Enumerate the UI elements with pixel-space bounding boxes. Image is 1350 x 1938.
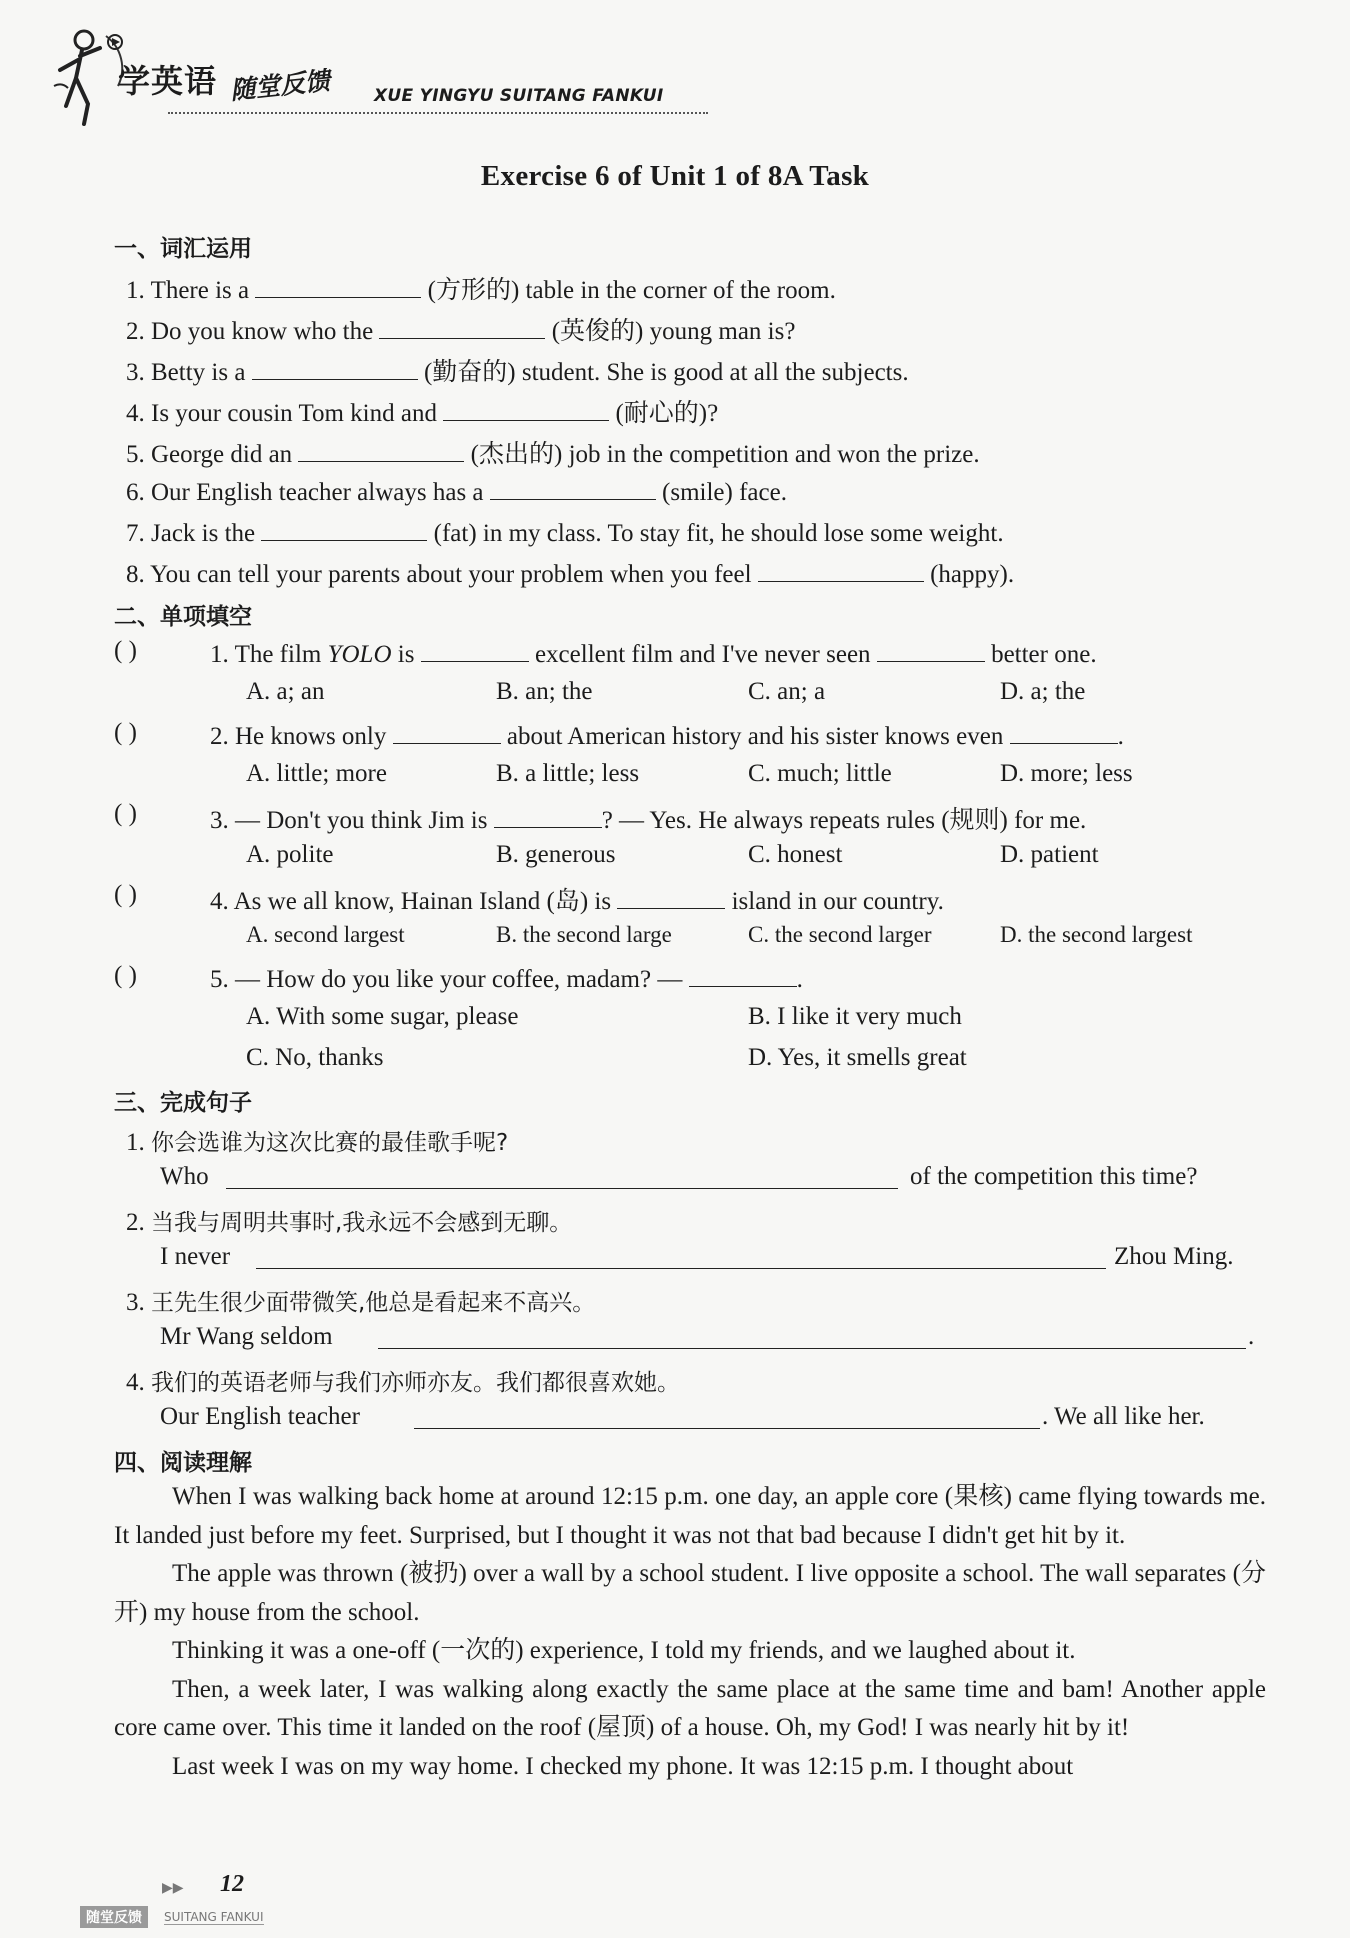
section-heading-vocabulary: 一、词汇运用 bbox=[114, 236, 252, 262]
answer-paren[interactable]: ( ) bbox=[114, 719, 137, 746]
answer-paren[interactable]: ( ) bbox=[114, 800, 137, 827]
brand-sub: 随堂反馈 bbox=[228, 65, 332, 106]
option[interactable]: D. patient bbox=[1000, 841, 1099, 868]
answer-blank[interactable] bbox=[494, 803, 602, 828]
option[interactable]: A. With some sugar, please bbox=[246, 1003, 519, 1030]
answer-paren[interactable]: ( ) bbox=[114, 962, 137, 989]
answer-blank[interactable] bbox=[393, 719, 501, 744]
answer-blank[interactable] bbox=[421, 637, 529, 662]
option[interactable]: B. the second large bbox=[496, 922, 672, 947]
answer-blank[interactable] bbox=[261, 516, 427, 541]
option[interactable]: D. the second largest bbox=[1000, 922, 1193, 947]
footer-brand-en: SUITANG FANKUI bbox=[164, 1910, 264, 1924]
answer-blank[interactable] bbox=[443, 396, 609, 421]
mc-question: 4. As we all know, Hainan Island (岛) is island in our country. bbox=[210, 881, 944, 917]
header bbox=[48, 26, 668, 126]
vocab-item: 5. George did an (杰出的) job in the competition and won the prize. bbox=[126, 434, 980, 470]
option[interactable]: C. honest bbox=[748, 841, 843, 868]
mc-question: 3. — Don't you think Jim is ? — Yes. He always repeats rules (规则) for me. bbox=[210, 800, 1086, 836]
pre-text: I never bbox=[160, 1243, 231, 1270]
option[interactable]: D. Yes, it smells great bbox=[748, 1044, 967, 1071]
translation-cn: 4. 我们的英语老师与我们亦师亦友。我们都很喜欢她。 bbox=[126, 1369, 680, 1396]
arrow-icon: ▶▶ bbox=[162, 1880, 184, 1896]
option[interactable]: D. more; less bbox=[1000, 760, 1133, 787]
translation-cn: 1. 你会选谁为这次比赛的最佳歌手呢? bbox=[126, 1129, 509, 1156]
paragraph: Then, a week later, I was walking along exactly the same place at the same time and bam! Another apple core came over. This time it landed on the roof (屋顶) of a house. Oh, my God! I was nearly hit by it! bbox=[114, 1675, 1266, 1741]
option[interactable]: C. No, thanks bbox=[246, 1044, 384, 1071]
mc-question: 1. The film YOLO is excellent film and I've never seen better one. bbox=[210, 637, 1097, 669]
post-text: Zhou Ming. bbox=[1114, 1243, 1234, 1270]
translation-cn: 3. 王先生很少面带微笑,他总是看起来不高兴。 bbox=[126, 1289, 596, 1316]
option[interactable]: A. polite bbox=[246, 841, 334, 868]
answer-paren[interactable]: ( ) bbox=[114, 637, 137, 664]
vocab-item: 6. Our English teacher always has a (smile) face. bbox=[126, 475, 787, 507]
answer-blank[interactable] bbox=[617, 884, 725, 909]
page-title: Exercise 6 of Unit 1 of 8A Task bbox=[480, 160, 870, 192]
answer-blank[interactable] bbox=[255, 273, 421, 298]
pre-text: Who bbox=[160, 1163, 209, 1190]
answer-blank[interactable] bbox=[877, 637, 985, 662]
post-text: of the competition this time? bbox=[910, 1163, 1198, 1190]
option[interactable]: B. a little; less bbox=[496, 760, 640, 787]
translation-cn: 2. 当我与周明共事时,我永远不会感到无聊。 bbox=[126, 1209, 573, 1236]
post-text: . We all like her. bbox=[1042, 1403, 1205, 1430]
option[interactable]: A. little; more bbox=[246, 760, 387, 787]
answer-blank[interactable] bbox=[252, 355, 418, 380]
option[interactable]: A. a; an bbox=[246, 678, 325, 705]
answer-blank[interactable] bbox=[379, 314, 545, 339]
option[interactable]: D. a; the bbox=[1000, 678, 1086, 705]
answer-blank[interactable] bbox=[689, 962, 797, 987]
answer-blank[interactable] bbox=[758, 557, 924, 582]
brand-en: XUE YINGYU SUITANG FANKUI bbox=[374, 86, 664, 106]
page-number: 12 bbox=[220, 1871, 244, 1897]
section-heading-reading: 四、阅读理解 bbox=[114, 1450, 252, 1476]
vocab-item: 2. Do you know who the (英俊的) young man is? bbox=[126, 311, 795, 347]
option[interactable]: B. I like it very much bbox=[748, 1003, 962, 1030]
vocab-item: 3. Betty is a (勤奋的) student. She is good at all the subjects. bbox=[126, 352, 909, 388]
brand-cn: 学英语 bbox=[118, 62, 218, 100]
pre-text: Mr Wang seldom bbox=[160, 1323, 333, 1350]
option[interactable]: A. second largest bbox=[246, 922, 405, 947]
section-heading-multiple-choice: 二、单项填空 bbox=[114, 604, 252, 630]
answer-line[interactable] bbox=[378, 1324, 1246, 1349]
vocab-item: 7. Jack is the (fat) in my class. To stay fit, he should lose some weight. bbox=[126, 516, 1004, 548]
answer-blank[interactable] bbox=[490, 475, 656, 500]
vocab-item: 8. You can tell your parents about your problem when you feel (happy). bbox=[126, 557, 1014, 589]
pre-text: Our English teacher bbox=[160, 1403, 360, 1430]
footer-brand-cn: 随堂反馈 bbox=[80, 1906, 148, 1928]
mc-question: 2. He knows only about American history and his sister knows even . bbox=[210, 719, 1124, 751]
vocab-item: 4. Is your cousin Tom kind and (耐心的)? bbox=[126, 393, 718, 429]
post-text: . bbox=[1248, 1323, 1255, 1350]
paragraph: Thinking it was a one-off (一次的) experience, I told my friends, and we laughed about it. bbox=[172, 1637, 1076, 1664]
vocab-item: 1. There is a (方形的) table in the corner of the room. bbox=[126, 270, 836, 306]
option[interactable]: B. generous bbox=[496, 841, 616, 868]
paragraph: Last week I was on my way home. I checked my phone. It was 12:15 p.m. I thought about bbox=[172, 1752, 1074, 1780]
answer-paren[interactable]: ( ) bbox=[114, 881, 137, 908]
answer-line[interactable] bbox=[414, 1404, 1040, 1429]
paragraph: When I was walking back home at around 12:15 p.m. one day, an apple core (果核) came flying towards me. It landed just before my feet. Surprised, but I thought it was not that bad because I didn't get hit by it. bbox=[114, 1483, 1266, 1549]
paragraph: The apple was thrown (被扔) over a wall by a school student. I live opposite a school. The wall separates (分开) my house from the school. bbox=[114, 1560, 1266, 1626]
answer-line[interactable] bbox=[226, 1164, 898, 1189]
student-figure-icon bbox=[48, 26, 128, 126]
reading-passage bbox=[114, 1478, 1266, 1786]
option[interactable]: B. an; the bbox=[496, 678, 593, 705]
answer-line[interactable] bbox=[256, 1244, 1106, 1269]
section-heading-complete-sentences: 三、完成句子 bbox=[114, 1090, 252, 1116]
option[interactable]: C. much; little bbox=[748, 760, 892, 787]
option[interactable]: C. an; a bbox=[748, 678, 826, 705]
answer-blank[interactable] bbox=[1010, 719, 1118, 744]
mc-question: 5. — How do you like your coffee, madam? — . bbox=[210, 962, 803, 994]
option[interactable]: C. the second larger bbox=[748, 922, 932, 947]
answer-blank[interactable] bbox=[298, 437, 464, 462]
header-divider bbox=[168, 112, 708, 114]
